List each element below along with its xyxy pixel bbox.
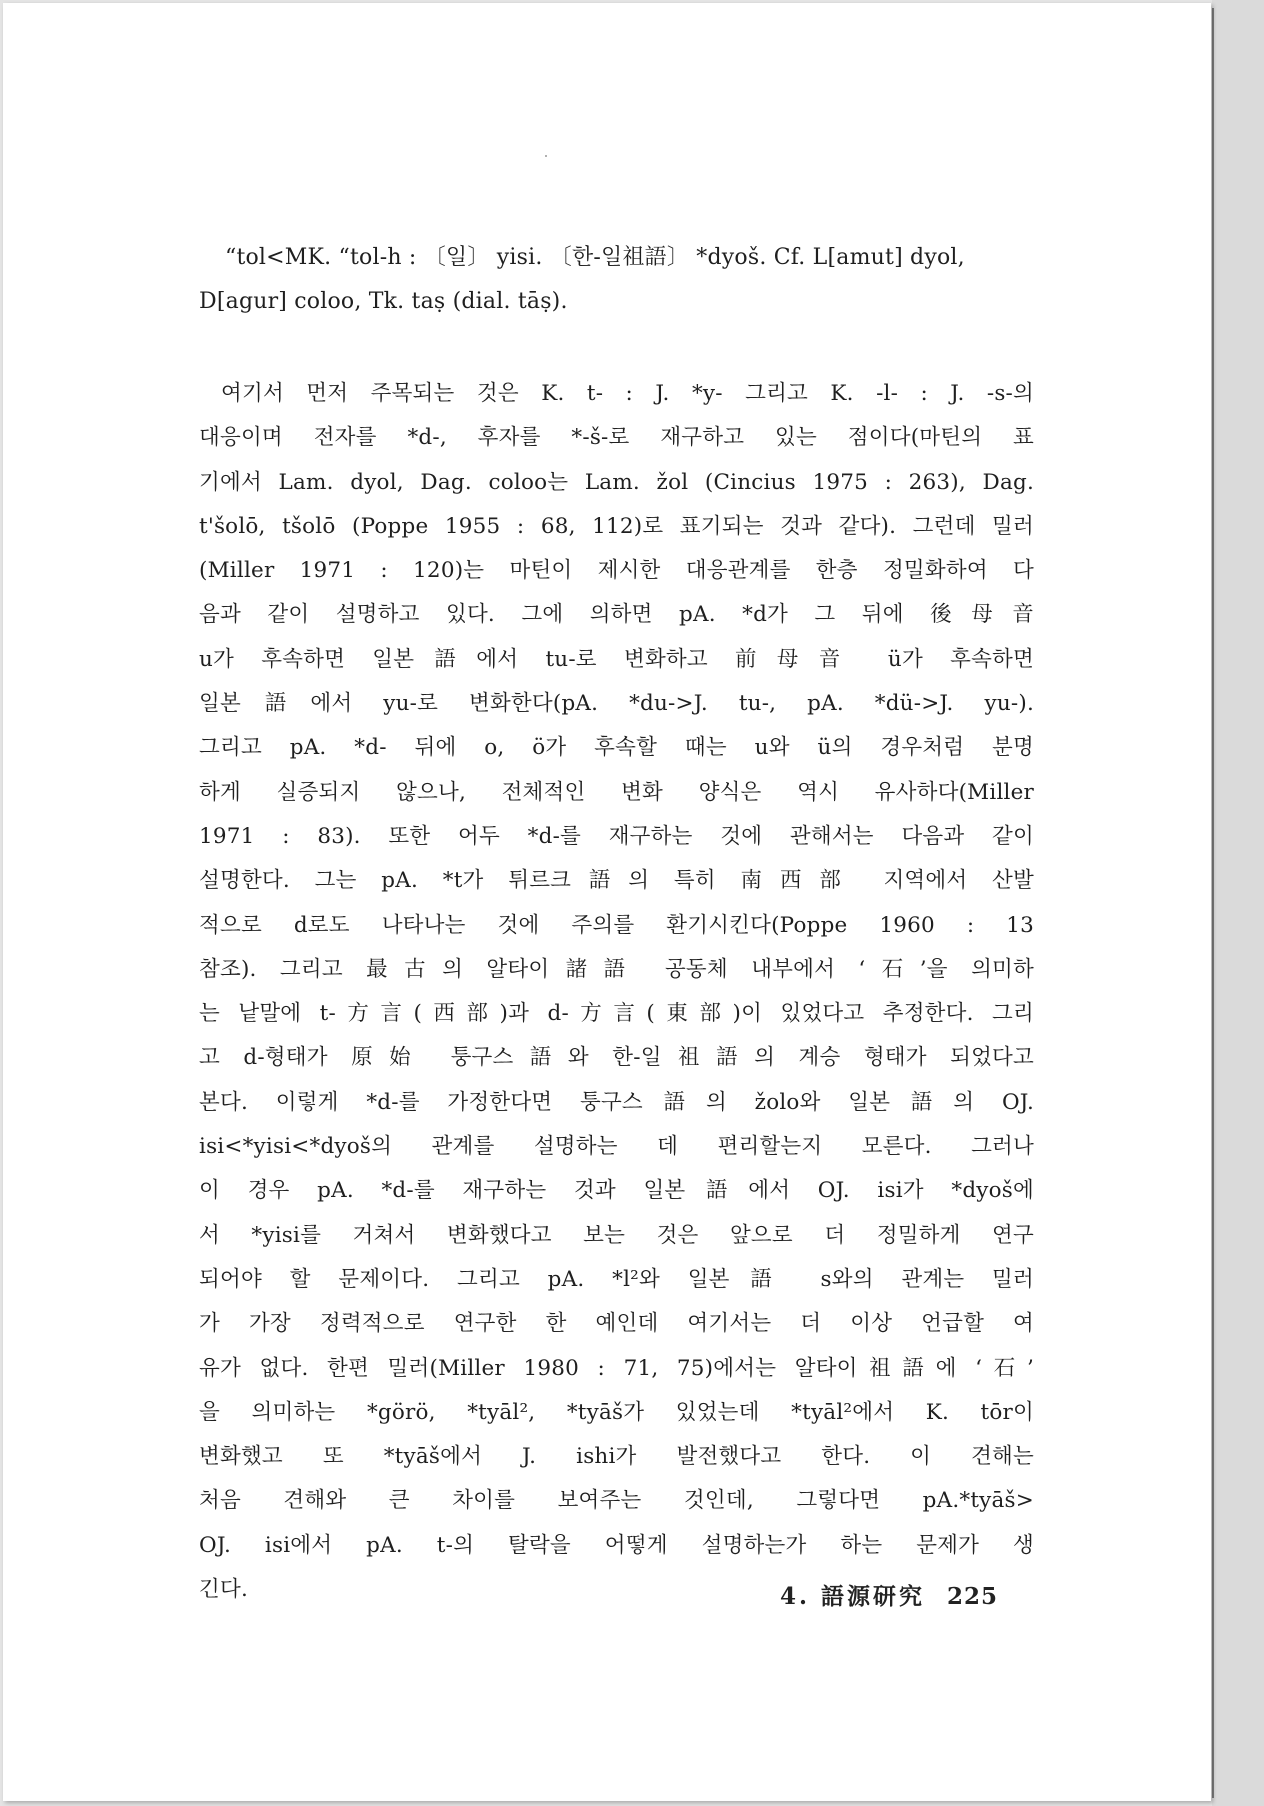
page-footer bbox=[780, 1578, 998, 1611]
body-line: 적으로 d로도 나타나는 것에 주의를 환기시킨다(Poppe 1960 : 13 bbox=[199, 912, 1034, 938]
body-line: 서 *yisi를 거쳐서 변화했다고 보는 것은 앞으로 더 정밀하게 연구 bbox=[199, 1222, 1034, 1248]
body-line: 여기서 먼저 주목되는 것은 K. t- : J. *y- 그리고 K. -l- : J. -s-의 bbox=[221, 381, 1034, 406]
scan-speck bbox=[545, 155, 547, 157]
body-paragraph bbox=[199, 372, 1034, 1612]
etymology-line-1: “tol<MK. “tol-h : 〔일〕 yisi. 〔한-일祖語〕 *dyoš. Cf. L[amut] dyol, bbox=[225, 245, 965, 270]
body-line: 변화했고 또 *tyāš에서 J. ishi가 발전했다고 한다. 이 견해는 bbox=[199, 1444, 1034, 1470]
body-line: 기에서 Lam. dyol, Dag. coloo는 Lam. žol (Cincius 1975 : 263), Dag. bbox=[199, 469, 1034, 495]
scroll-gutter bbox=[1212, 0, 1264, 1806]
body-line: 이 경우 pA. *d-를 재구하는 것과 일본語에서 OJ. isi가 *dyoš에 bbox=[199, 1178, 1034, 1204]
body-line: 가 가장 정력적으로 연구한 한 예인데 여기서는 더 이상 언급할 여 bbox=[199, 1311, 1034, 1337]
body-line: 음과 같이 설명하고 있다. 그에 의하면 pA. *d가 그 뒤에 後母音 bbox=[199, 602, 1034, 628]
body-line: 1971 : 83). 또한 어두 *d-를 재구하는 것에 관해서는 다음과 같이 bbox=[199, 823, 1034, 849]
body-line: 설명한다. 그는 pA. *t가 튀르크語의 특히 南西部 지역에서 산발 bbox=[199, 868, 1034, 894]
body-line: OJ. isi에서 pA. t-의 탈락을 어떻게 설명하는가 하는 문제가 생 bbox=[199, 1532, 1034, 1558]
page-number: 225 bbox=[947, 1583, 999, 1610]
body-line: 일본語에서 yu-로 변화한다(pA. *du->J. tu-, pA. *dü->J. yu-). bbox=[199, 691, 1034, 717]
body-line: 되어야 할 문제이다. 그리고 pA. *l²와 일본語 s와의 관계는 밀러 bbox=[199, 1266, 1034, 1292]
body-line: 본다. 이렇게 *d-를 가정한다면 퉁구스語의 žolo와 일본語의 OJ. bbox=[199, 1089, 1034, 1115]
etymology-line-2: D[agur] coloo, Tk. taṣ (dial. tāṣ). bbox=[199, 289, 568, 314]
body-line: isi<*yisi<*dyoš의 관계를 설명하는 데 편리할는지 모른다. 그러나 bbox=[199, 1134, 1034, 1160]
body-line: 는 낱말에 t-方言(西部)과 d-方言(東部)이 있었다고 추정한다. 그리 bbox=[199, 1001, 1034, 1027]
body-line: 고 d-형태가 原始 퉁구스語와 한-일祖語의 계승 형태가 되었다고 bbox=[199, 1045, 1034, 1071]
body-line: 을 의미하는 *görö, *tyāl², *tyāš가 있었는데 *tyāl²에서 K. tōr이 bbox=[199, 1399, 1034, 1425]
body-line: 처음 견해와 큰 차이를 보여주는 것인데, 그렇다면 pA.*tyāš> bbox=[199, 1488, 1034, 1514]
body-line: 긴다. bbox=[199, 1577, 248, 1603]
body-line: 유가 없다. 한편 밀러(Miller 1980 : 71, 75)에서는 알타이祖語에 ‘石’ bbox=[199, 1355, 1034, 1381]
body-line: t'šolō, tšolō (Poppe 1955 : 68, 112)로 표기되는 것과 같다). 그런데 밀러 bbox=[199, 513, 1034, 539]
body-line: (Miller 1971 : 120)는 마틴이 제시한 대응관계를 한층 정밀화하여 다 bbox=[199, 558, 1034, 584]
body-line: 참조). 그리고 最古의 알타이諸語 공동체 내부에서 ‘石’을 의미하 bbox=[199, 956, 1034, 982]
body-line: u가 후속하면 일본語에서 tu-로 변화하고 前母音 ü가 후속하면 bbox=[199, 646, 1034, 672]
etymology-entry bbox=[199, 236, 1034, 324]
running-section-title: 4. 語源研究 bbox=[780, 1583, 926, 1610]
body-line: 하게 실증되지 않으나, 전체적인 변화 양식은 역시 유사하다(Miller bbox=[199, 779, 1034, 805]
body-line: 대응이며 전자를 *d-, 후자를 *-š-로 재구하고 있는 점이다(마틴의 표 bbox=[199, 425, 1034, 451]
page-content bbox=[199, 236, 1034, 1612]
body-line: 그리고 pA. *d- 뒤에 o, ö가 후속할 때는 u와 ü의 경우처럼 분명 bbox=[199, 735, 1034, 761]
page-edge-line bbox=[1212, 8, 1214, 1798]
